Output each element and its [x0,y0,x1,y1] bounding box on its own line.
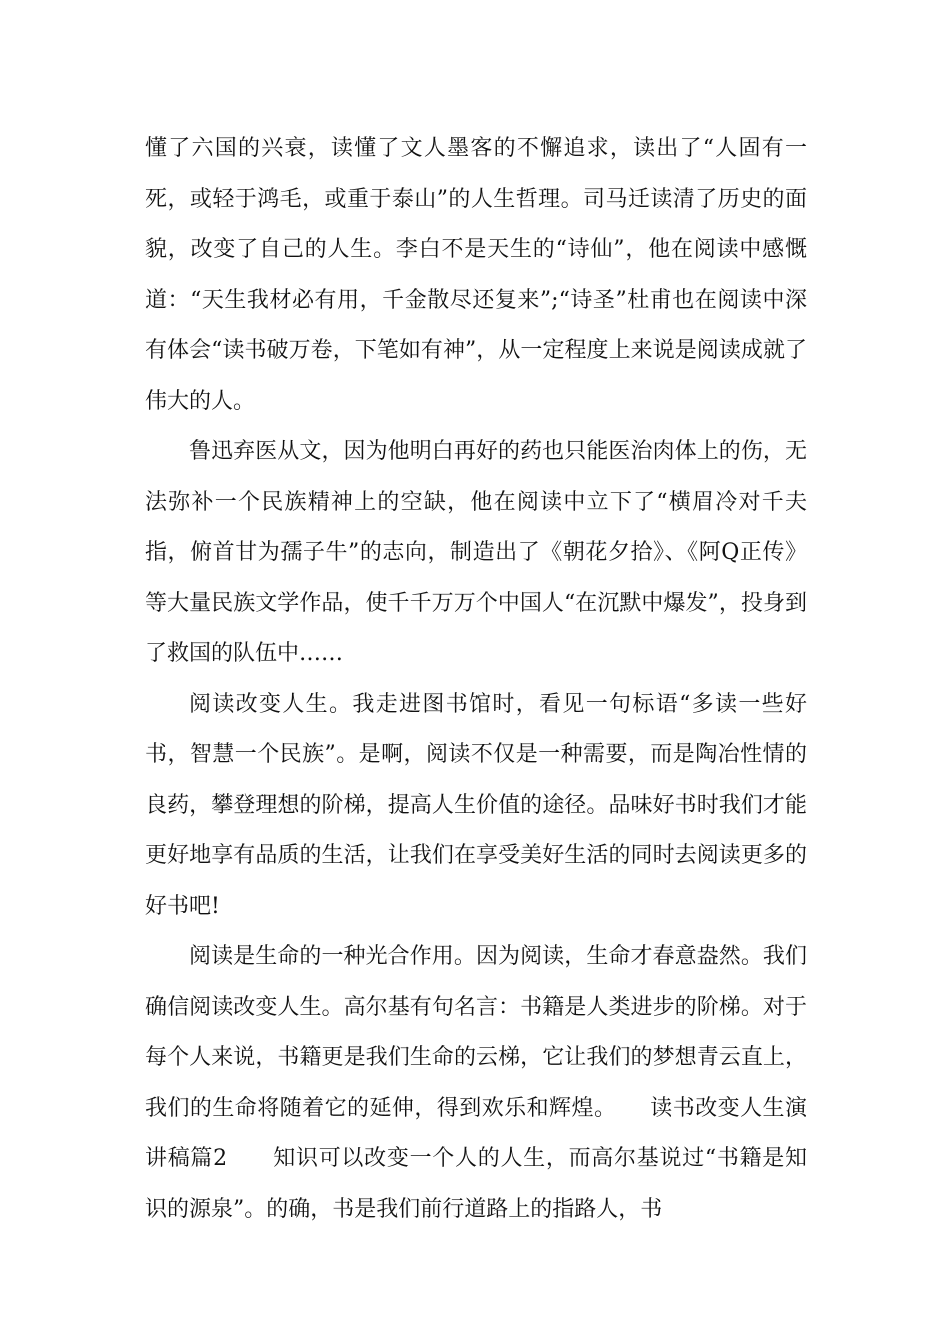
paragraph-3: 阅读改变人生。我走进图书馆时，看见一句标语“多读一些好书，智慧一个民族”。是啊，阅读不仅是一种需要，而是陶冶性情的良药，攀登理想的阶梯，提高人生价值的途径。品味好书时我们才能更好地享有品质的生活，让我们在享受美好生活的同时去阅读更多的好书吧! [145,691,807,919]
document-body [145,124,807,1235]
paragraph-4: 阅读是生命的一种光合作用。因为阅读，生命才春意盎然。我们确信阅读改变人生。高尔基有句名言：书籍是人类进步的阶梯。对于每个人来说，书籍更是我们生命的云梯，它让我们的梦想青云直上，我们的生命将随着它的延伸，得到欢乐和辉煌。 读书改变人生演讲稿篇2 知识可以改变一个人的人生，而高尔基说过“书籍是知识的源泉”。的确，书是我们前行道路上的指路人，书 [145,944,807,1222]
paragraph-2: 鲁迅弃医从文，因为他明白再好的药也只能医治肉体上的伤，无法弥补一个民族精神上的空缺，他在阅读中立下了“横眉冷对千夫指，俯首甘为孺子牛”的志向，制造出了《朝花夕拾》、《阿Q正传》等大量民族文学作品，使千千万万个中国人“在沉默中爆发”，投身到了救国的队伍中…… [145,439,807,666]
paragraph-1: 懂了六国的兴衰，读懂了文人墨客的不懈追求，读出了“人固有一死，或轻于鸿毛，或重于泰山”的人生哲理。司马迁读清了历史的面貌，改变了自己的人生。李白不是天生的“诗仙”，他在阅读中感慨道：“天生我材必有用，千金散尽还复来”;“诗圣”杜甫也在阅读中深有体会“读书破万卷，下笔如有神”，从一定程度上来说是阅读成就了伟大的人。 [145,136,807,414]
